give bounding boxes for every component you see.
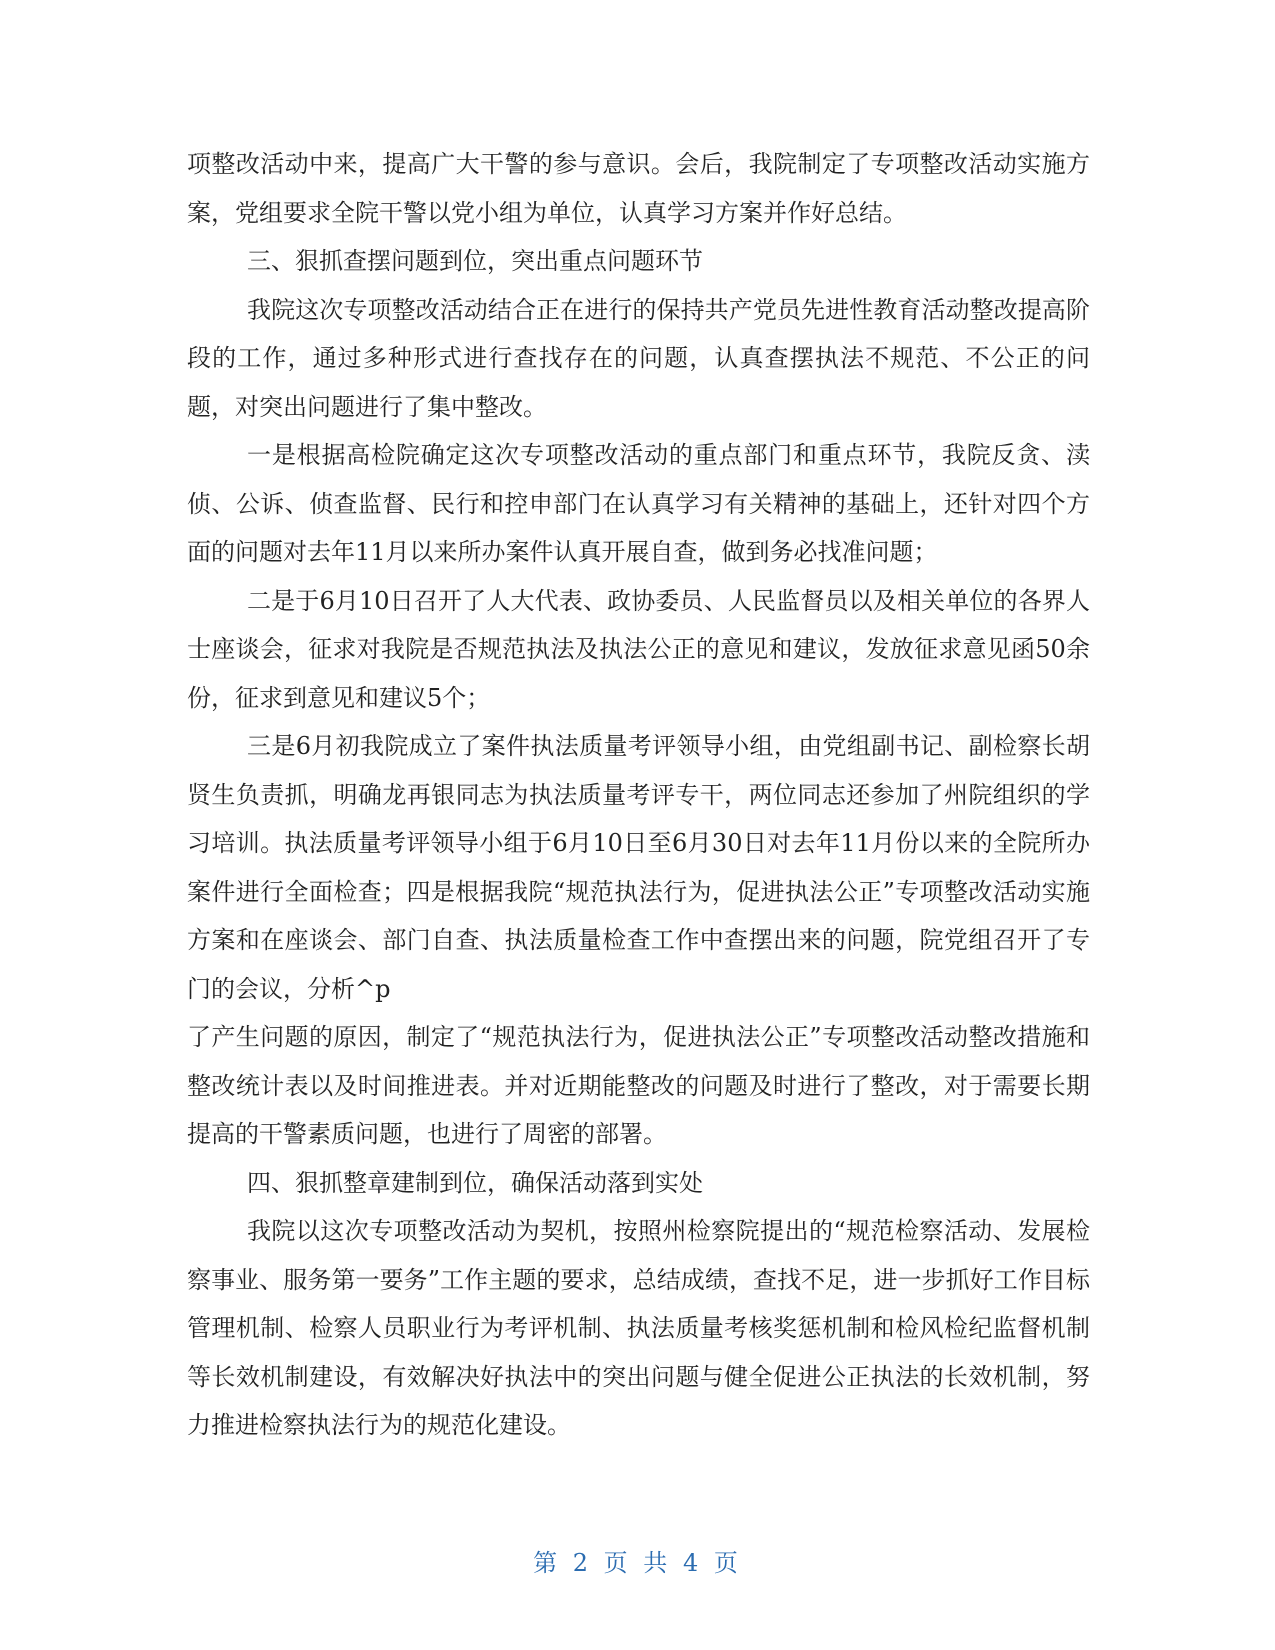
paragraph: 三是6月初我院成立了案件执法质量考评领导小组，由党组副书记、副检察长胡贤生负责抓，明确龙再银同志为执法质量考评专干，两位同志还参加了州院组织的学习培训。执法质量考评领导小组于6月10日至6月30日对去年11月份以来的全院所办案件进行全面检查；四是根据我院“规范执法行为，促进执法公正”专项整改活动实施方案和在座谈会、部门自查、执法质量检查工作中查摆出来的问题，院党组召开了专门的会议，分析^p: [187, 732, 1090, 1003]
paragraph: 二是于6月10日召开了人大代表、政协委员、人民监督员以及相关单位的各界人士座谈会，征求对我院是否规范执法及执法公正的意见和建议，发放征求意见函50余份，征求到意见和建议5个；: [187, 586, 1090, 712]
paragraph: 我院以这次专项整改活动为契机，按照州检察院提出的“规范检察活动、发展检察事业、服务第一要务”工作主题的要求，总结成绩，查找不足，进一步抓好工作目标管理机制、检察人员职业行为考评机制、执法质量考核奖惩机制和检风检纪监督机制等长效机制建设，有效解决好执法中的突出问题与健全促进公正执法的长效机制，努力推进检察执法行为的规范化建设。: [187, 1217, 1090, 1439]
page-footer: [0, 1543, 1275, 1578]
page-number: 第 2 页 共 4 页: [533, 1549, 742, 1577]
document-body: [187, 140, 1090, 1450]
paragraph: 一是根据高检院确定这次专项整改活动的重点部门和重点环节，我院反贪、渎侦、公诉、侦查监督、民行和控申部门在认真学习有关精神的基础上，还针对四个方面的问题对去年11月以来所办案件认真开展自查，做到务必找准问题；: [187, 441, 1090, 566]
section-heading: 四、狠抓整章建制到位，确保活动落到实处: [247, 1168, 703, 1197]
paragraph: 项整改活动中来，提高广大干警的参与意识。会后，我院制定了专项整改活动实施方案，党组要求全院干警以党小组为单位，认真学习方案并作好总结。: [187, 150, 1090, 227]
paragraph: 我院这次专项整改活动结合正在进行的保持共产党员先进性教育活动整改提高阶段的工作，通过多种形式进行查找存在的问题，认真查摆执法不规范、不公正的问题，对突出问题进行了集中整改。: [187, 295, 1090, 421]
paragraph: 了产生问题的原因，制定了“规范执法行为，促进执法公正”专项整改活动整改措施和整改统计表以及时间推进表。并对近期能整改的问题及时进行了整改，对于需要长期提高的干警素质问题，也进行了周密的部署。: [187, 1023, 1090, 1148]
section-heading: 三、狠抓查摆问题到位，突出重点问题环节: [247, 247, 703, 275]
